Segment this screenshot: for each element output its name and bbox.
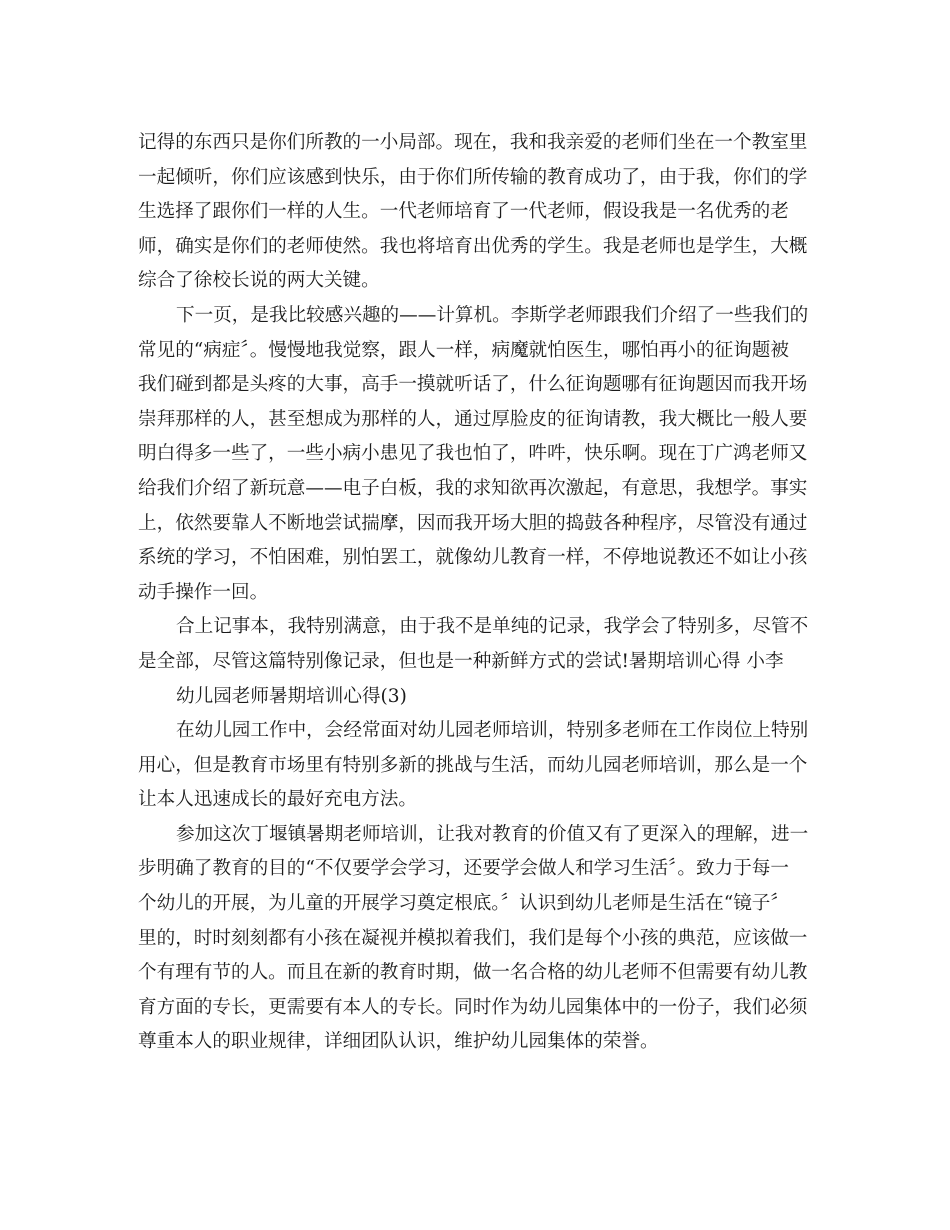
section-heading: 幼儿园老师暑期培训心得(3)	[176, 685, 407, 707]
text-line: 记得的东西只是你们所教的一小局部。现在，我和我亲爱的老师们坐在一个教室里	[138, 132, 808, 153]
paragraph-start-line: 参加这次丁堰镇暑期老师培训，让我对教育的价值又有了更深入的理解，进一	[176, 823, 809, 845]
text-line: 给我们介绍了新玩意——电子白板，我的求知欲再次激起，有意思，我想学。事实	[138, 477, 808, 499]
text-line: 崇拜那样的人，甚至想成为那样的人，通过厚脸皮的征询请教，我大概比一般人要	[138, 408, 808, 430]
text-line: 生选择了跟你们一样的人生。一代老师培育了一代老师，假设我是一名优秀的老	[138, 201, 789, 223]
text-line: 育方面的专长，更需要有本人的专长。同时作为幼儿园集体中的一份子，我们必须	[138, 996, 808, 1018]
text-line: 用心，但是教育市场里有特别多新的挑战与生活，而幼儿园老师培训，那么是一个	[138, 754, 808, 776]
text-line: 里的，时时刻刻都有小孩在凝视并模拟着我们，我们是每个小孩的典范，应该做一	[138, 927, 808, 949]
text-line: 明白得多一些了，一些小病小患见了我也怕了，吽吽，快乐啊。现在丁广鸿老师又	[138, 443, 808, 465]
text-line: 上，依然要靠人不断地尝试揣摩，因而我开场大胆的捣鼓各种程序，尽管没有通过	[138, 512, 808, 534]
text-line: 师，确实是你们的老师使然。我也将培育出优秀的学生。我是老师也是学生，大概	[138, 235, 808, 257]
text-line: 一起倾听，你们应该感到快乐，由于你们所传输的教育成功了，由于我，你们的学	[138, 166, 808, 188]
text-line: 是全部，尽管这篇特别像记录，但也是一种新鲜方式的尝试!暑期培训心得 小李	[138, 650, 784, 672]
text-line: 让本人迅速成长的最好充电方法。	[138, 789, 417, 811]
paragraph-start-line: 合上记事本，我特别满意，由于我不是单纯的记录，我学会了特别多，尽管不	[176, 616, 809, 638]
text-line: 动手操作一回。	[138, 581, 269, 603]
text-line: 步明确了教育的目的“不仅要学会学习，还要学会做人和学习生活〞。致力于每一	[138, 858, 789, 880]
text-line: 尊重本人的职业规律，详细团队认识，维护幼儿园集体的荣誉。	[138, 1031, 659, 1053]
document-body	[138, 126, 818, 1060]
paragraph-start-line: 下一页，是我比较感兴趣的——计算机。李斯学老师跟我们介绍了一些我们的	[176, 304, 809, 326]
text-line: 个幼儿的开展，为儿童的开展学习奠定根底。〞认识到幼儿老师是生活在“镜子〞	[138, 893, 789, 915]
text-line: 我们碰到都是头疼的大事，高手一摸就听话了，什么征询题哪有征询题因而我开场	[138, 374, 808, 396]
text-line: 常见的“病症〞。慢慢地我觉察，跟人一样，病魔就怕医生，哪怕再小的征询题被	[138, 339, 789, 361]
text-line: 系统的学习，不怕困难，别怕罢工，就像幼儿教育一样，不停地说教还不如让小孩	[138, 547, 808, 569]
paragraph-start-line: 在幼儿园工作中，会经常面对幼儿园老师培训，特别多老师在工作岗位上特别	[176, 720, 809, 742]
text-line: 个有理有节的人。而且在新的教育时期，做一名合格的幼儿老师不但需要有幼儿教	[138, 962, 808, 984]
text-line: 综合了徐校长说的两大关键。	[138, 270, 380, 292]
